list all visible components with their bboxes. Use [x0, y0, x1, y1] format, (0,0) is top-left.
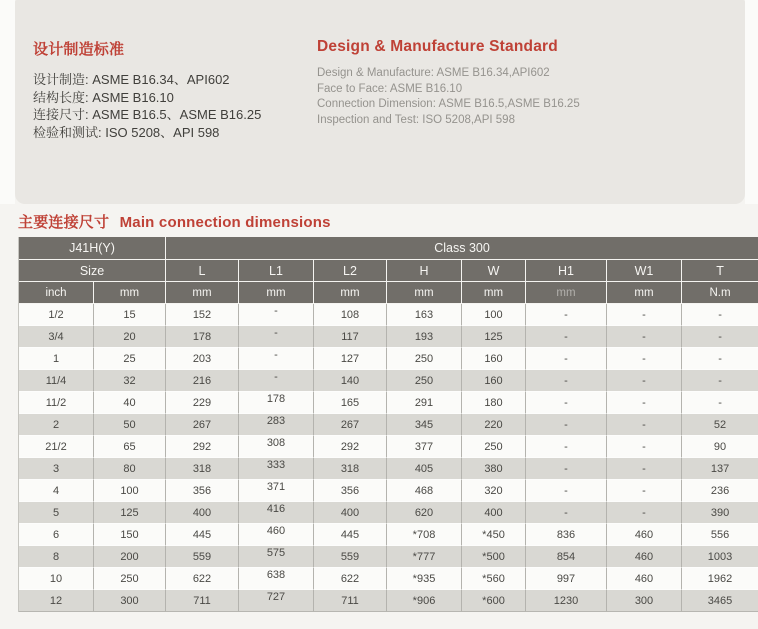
table-cell: *906: [387, 590, 462, 612]
header-row-units: [19, 282, 758, 304]
table-cell: -: [607, 458, 682, 480]
column-label-T: T: [682, 260, 758, 282]
table-row: [19, 458, 758, 480]
table-cell: -: [607, 480, 682, 502]
unit-T: N.m: [682, 282, 758, 304]
table-cell: 178: [239, 392, 314, 414]
table-cell: 11/2: [19, 392, 94, 414]
table-cell: -: [607, 436, 682, 458]
table-cell: 416: [239, 502, 314, 524]
table-cell: 2: [19, 414, 94, 436]
table-cell: 12: [19, 590, 94, 612]
table-cell: 236: [682, 480, 758, 502]
table-cell: 8: [19, 546, 94, 568]
standards-column-zh: [33, 38, 303, 141]
table-row: [19, 392, 758, 414]
table-cell: 200: [94, 546, 166, 568]
table-cell: -: [607, 304, 682, 326]
table-cell: 1230: [526, 590, 607, 612]
unit-inch: inch: [19, 282, 94, 304]
table-cell: *777: [387, 546, 462, 568]
table-cell: 250: [462, 436, 526, 458]
table-cell: 460: [607, 546, 682, 568]
table-cell: 137: [682, 458, 758, 480]
table-cell: 460: [239, 524, 314, 546]
table-cell: 5: [19, 502, 94, 524]
table-cell: 345: [387, 414, 462, 436]
table-cell: 445: [314, 524, 387, 546]
table-cell: -: [607, 502, 682, 524]
table-cell: 193: [387, 326, 462, 348]
table-cell: 100: [462, 304, 526, 326]
table-cell: 997: [526, 568, 607, 590]
table-cell: *935: [387, 568, 462, 590]
table-cell: -: [526, 480, 607, 502]
standard-line: Inspection and Test: ISO 5208,API 598: [317, 113, 515, 126]
table-cell: 90: [682, 436, 758, 458]
standard-line: Design & Manufacture: ASME B16.34,API602: [317, 67, 550, 79]
table-cell: -: [526, 458, 607, 480]
table-cell: 318: [166, 458, 239, 480]
table-cell: 300: [94, 590, 166, 612]
table-body: [19, 304, 758, 612]
table-cell: 1003: [682, 546, 758, 568]
table-cell: 1: [19, 348, 94, 370]
table-cell: 65: [94, 436, 166, 458]
standards-list-en: [317, 66, 737, 128]
table-cell: -: [526, 326, 607, 348]
table-cell: 3: [19, 458, 94, 480]
table-cell: 250: [387, 370, 462, 392]
table-row: [19, 414, 758, 436]
table-cell: 836: [526, 524, 607, 546]
table-cell: 125: [94, 502, 166, 524]
table-cell: 308: [239, 436, 314, 458]
table-cell: 3/4: [19, 326, 94, 348]
table-cell: *708: [387, 524, 462, 546]
table-cell: 117: [314, 326, 387, 348]
table-cell: -: [526, 370, 607, 392]
table-cell: -: [239, 326, 314, 348]
table-row: [19, 480, 758, 502]
table-cell: 445: [166, 524, 239, 546]
table-cell: 390: [682, 502, 758, 524]
table-cell: 622: [166, 568, 239, 590]
table-cell: 400: [166, 502, 239, 524]
table-cell: 25: [94, 348, 166, 370]
table-cell: 125: [462, 326, 526, 348]
table-cell: 178: [166, 326, 239, 348]
table-cell: 356: [314, 480, 387, 502]
table-cell: 80: [94, 458, 166, 480]
table-cell: 727: [239, 590, 314, 612]
table-cell: -: [526, 392, 607, 414]
table-cell: 371: [239, 480, 314, 502]
table-cell: 100: [94, 480, 166, 502]
header-row-columns: [19, 260, 758, 282]
table-cell: 460: [607, 568, 682, 590]
unit-mm: mm: [94, 282, 166, 304]
model-label: J41H(Y): [19, 237, 166, 260]
table-cell: 229: [166, 392, 239, 414]
table-cell: 638: [239, 568, 314, 590]
table-cell: -: [607, 370, 682, 392]
table-cell: 165: [314, 392, 387, 414]
table-row: [19, 370, 758, 392]
standard-line: Connection Dimension: ASME B16.5,ASME B16.25: [317, 98, 580, 110]
table-cell: *560: [462, 568, 526, 590]
table-cell: 15: [94, 304, 166, 326]
table-row: [19, 436, 758, 458]
table-cell: 468: [387, 480, 462, 502]
table-cell: 854: [526, 546, 607, 568]
standard-line: 检验和测试: ISO 5208、API 598: [33, 124, 220, 140]
unit-H1: mm: [526, 282, 607, 304]
table-cell: 400: [314, 502, 387, 524]
table-cell: 40: [94, 392, 166, 414]
table-cell: 6: [19, 524, 94, 546]
column-label-W: W: [462, 260, 526, 282]
table-cell: 52: [682, 414, 758, 436]
table-cell: -: [682, 392, 758, 414]
column-label-H: H: [387, 260, 462, 282]
table-cell: 250: [94, 568, 166, 590]
standard-line: 结构长度: ASME B16.10: [33, 89, 174, 105]
table-cell: -: [682, 348, 758, 370]
table-cell: 267: [314, 414, 387, 436]
table-cell: -: [239, 348, 314, 370]
table-cell: 711: [314, 590, 387, 612]
table-row: [19, 326, 758, 348]
table-cell: 320: [462, 480, 526, 502]
table-cell: -: [239, 370, 314, 392]
table-cell: 21/2: [19, 436, 94, 458]
table-row: [19, 546, 758, 568]
table-cell: -: [607, 348, 682, 370]
table-cell: 250: [387, 348, 462, 370]
table-cell: 32: [94, 370, 166, 392]
table-cell: 333: [239, 458, 314, 480]
table-cell: 203: [166, 348, 239, 370]
table-cell: 556: [682, 524, 758, 546]
table-cell: -: [607, 414, 682, 436]
table-cell: 622: [314, 568, 387, 590]
table-cell: -: [526, 414, 607, 436]
dimensions-section: [0, 204, 758, 612]
table-cell: 711: [166, 590, 239, 612]
table-cell: 152: [166, 304, 239, 326]
section-title-en: Main connection dimensions: [119, 214, 331, 231]
table-cell: 216: [166, 370, 239, 392]
table-cell: 559: [314, 546, 387, 568]
standard-line: Face to Face: ASME B16.10: [317, 82, 463, 95]
standards-column-en: [317, 38, 737, 128]
column-label-L1: L1: [239, 260, 314, 282]
column-label-W1: W1: [607, 260, 682, 282]
table-cell: -: [682, 326, 758, 348]
table-cell: -: [239, 304, 314, 326]
table-cell: *450: [462, 524, 526, 546]
table-cell: 380: [462, 458, 526, 480]
standards-panel: [15, 0, 745, 204]
table-row: [19, 568, 758, 590]
table-cell: 405: [387, 458, 462, 480]
table-cell: *600: [462, 590, 526, 612]
unit-H: mm: [387, 282, 462, 304]
size-label: Size: [19, 260, 166, 282]
table-row: [19, 304, 758, 326]
standards-heading-zh: 设计制造标准: [33, 41, 125, 58]
table-cell: 291: [387, 392, 462, 414]
table-cell: -: [526, 436, 607, 458]
header-row-model-class: [19, 237, 758, 260]
table-cell: -: [526, 502, 607, 524]
table-cell: 160: [462, 370, 526, 392]
unit-W: mm: [462, 282, 526, 304]
table-row: [19, 590, 758, 612]
column-label-L2: L2: [314, 260, 387, 282]
table-cell: 20: [94, 326, 166, 348]
standards-heading-en: Design & Manufacture Standard: [317, 38, 558, 55]
standard-line: 连接尺寸: ASME B16.5、ASME B16.25: [33, 107, 262, 122]
table-cell: *500: [462, 546, 526, 568]
table-cell: 163: [387, 304, 462, 326]
table-cell: 283: [239, 414, 314, 436]
table-cell: 10: [19, 568, 94, 590]
connection-dimensions-table: [18, 237, 758, 612]
table-cell: 292: [166, 436, 239, 458]
table-cell: 1/2: [19, 304, 94, 326]
table-cell: 356: [166, 480, 239, 502]
table-row: [19, 524, 758, 546]
table-cell: 575: [239, 546, 314, 568]
column-label-L: L: [166, 260, 239, 282]
table-cell: 4: [19, 480, 94, 502]
table-cell: 11/4: [19, 370, 94, 392]
table-header: [19, 237, 758, 304]
table-cell: 318: [314, 458, 387, 480]
unit-L2: mm: [314, 282, 387, 304]
section-title-zh: 主要连接尺寸: [18, 214, 110, 231]
table-cell: 160: [462, 348, 526, 370]
unit-L1: mm: [239, 282, 314, 304]
table-cell: -: [607, 392, 682, 414]
table-row: [19, 502, 758, 524]
unit-W1: mm: [607, 282, 682, 304]
table-cell: 150: [94, 524, 166, 546]
table-cell: -: [682, 370, 758, 392]
table-cell: 127: [314, 348, 387, 370]
table-row: [19, 348, 758, 370]
column-label-H1: H1: [526, 260, 607, 282]
table-cell: 3465: [682, 590, 758, 612]
unit-L: mm: [166, 282, 239, 304]
table-cell: 400: [462, 502, 526, 524]
table-cell: 140: [314, 370, 387, 392]
table-cell: 220: [462, 414, 526, 436]
table-cell: 267: [166, 414, 239, 436]
table-cell: 377: [387, 436, 462, 458]
table-cell: -: [526, 348, 607, 370]
table-cell: -: [526, 304, 607, 326]
table-cell: 108: [314, 304, 387, 326]
table-cell: 292: [314, 436, 387, 458]
table-cell: 300: [607, 590, 682, 612]
standard-line: 设计制造: ASME B16.34、API602: [33, 72, 230, 87]
section-title: [18, 211, 758, 232]
class-label: Class 300: [166, 237, 758, 260]
table-cell: -: [607, 326, 682, 348]
table-cell: 559: [166, 546, 239, 568]
table-cell: 1962: [682, 568, 758, 590]
table-cell: 50: [94, 414, 166, 436]
table-cell: 180: [462, 392, 526, 414]
table-cell: 620: [387, 502, 462, 524]
table-cell: -: [682, 304, 758, 326]
table-cell: 460: [607, 524, 682, 546]
standards-list-zh: [33, 71, 303, 141]
